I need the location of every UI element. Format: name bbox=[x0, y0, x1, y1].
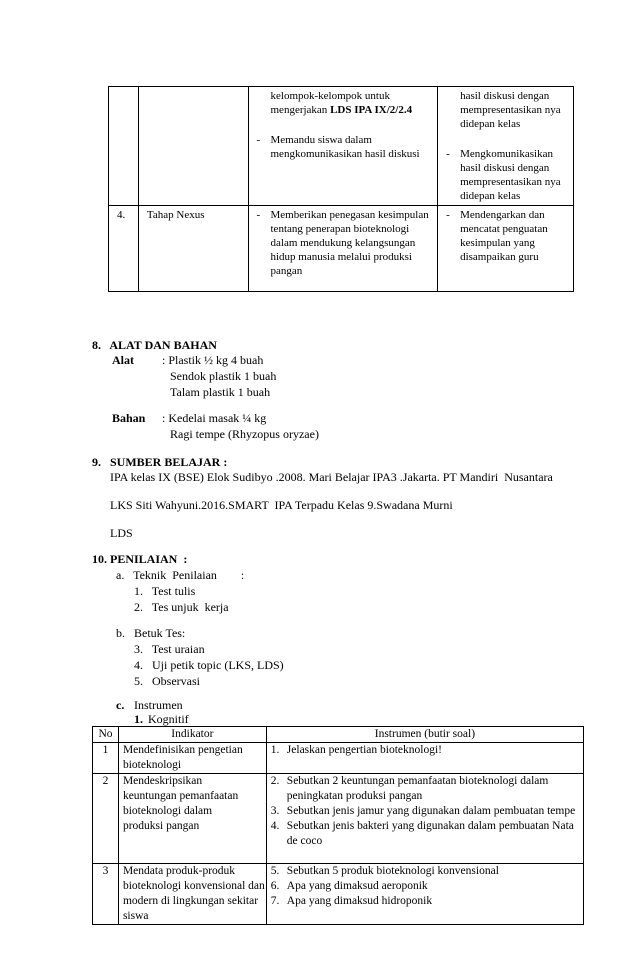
item-number: 2. bbox=[270, 775, 280, 787]
alat-item: Talam plastik 1 buah bbox=[170, 385, 271, 399]
alat-label: Alat bbox=[112, 353, 134, 367]
bahan-item: : Kedelai masak ¼ kg bbox=[162, 411, 267, 425]
technique-item: 2. Tes unjuk kerja bbox=[134, 600, 229, 614]
instrument-label: Instrumen bbox=[134, 698, 183, 712]
technique-item: 1. Test tulis bbox=[134, 584, 196, 598]
alat-item: Sendok plastik 1 buah bbox=[170, 369, 277, 383]
cell-stage: Tahap Nexus bbox=[138, 206, 248, 292]
dash-bullet: - bbox=[446, 209, 450, 221]
item-text: Apa yang dimaksud aeroponik bbox=[286, 880, 428, 892]
item-text: Sebutkan jenis bakteri yang digunakan dalam pembuatan Nata de coco bbox=[286, 820, 574, 847]
item-text: Sebutkan jenis jamur yang digunakan dalam pembuatan tempe bbox=[286, 805, 576, 817]
section-10-heading: 10. PENILAIAN : bbox=[92, 552, 188, 566]
cell-teacher-activity bbox=[248, 206, 438, 292]
item-text: Sebutkan 2 keuntungan pemanfaatan bioteknologi dalam peningkatan produksi pangan bbox=[286, 775, 549, 802]
item-number: 5. bbox=[270, 865, 280, 877]
table-row bbox=[93, 864, 584, 925]
item-number: 3. bbox=[270, 805, 280, 817]
teacher-activity-text: Memberikan penegasan kesimpulan tentang penerapan bioteknologi dalam mendukung kelangsungan hidup manusia melalui produksi pangan bbox=[270, 209, 429, 277]
header-indicator: Indikator bbox=[118, 727, 266, 743]
table-header-row bbox=[93, 727, 584, 743]
cell-no bbox=[109, 87, 139, 206]
cell-student-activity bbox=[438, 206, 574, 292]
bahan-label: Bahan bbox=[112, 411, 146, 425]
source-line: LKS Siti Wahyuni.2016.SMART IPA Terpadu Kelas 9.Swadana Murni bbox=[110, 498, 453, 512]
cell-items bbox=[266, 864, 583, 925]
item-text: Jelaskan pengertian bioteknologi! bbox=[286, 744, 443, 756]
alat-item: : Plastik ½ kg 4 buah bbox=[162, 353, 264, 367]
cell-stage bbox=[138, 87, 248, 206]
table-row bbox=[109, 87, 574, 206]
cell-teacher-activity bbox=[248, 87, 438, 206]
teacher-item-2-text: Memandu siswa dalam mengkomunikasikan hasil diskusi bbox=[270, 134, 420, 160]
test-form-label: b. Betuk Tes: bbox=[116, 626, 186, 640]
item-text: Apa yang dimaksud hidroponik bbox=[286, 895, 433, 907]
item-number: 7. bbox=[270, 895, 280, 907]
cell-no: 1 bbox=[93, 743, 119, 774]
test-form-item: 3. Test uraian bbox=[134, 642, 205, 656]
assessment-technique-label: a. Teknik Penilaian : bbox=[116, 568, 245, 582]
dash-bullet: - bbox=[256, 134, 261, 146]
item-number: 4. bbox=[270, 820, 280, 832]
item-number: 1. bbox=[270, 744, 280, 756]
cell-no: 4. bbox=[109, 206, 139, 292]
cell-items bbox=[266, 743, 583, 774]
dash-bullet: - bbox=[446, 148, 450, 160]
cell-items bbox=[266, 774, 583, 864]
learning-steps-table bbox=[108, 86, 574, 292]
dash-bullet: - bbox=[256, 209, 261, 221]
instrument-letter: c. bbox=[116, 698, 125, 712]
source-line: IPA kelas IX (BSE) Elok Sudibyo .2008. Mari Belajar IPA3 .Jakarta. PT Mandiri Nusantara bbox=[110, 470, 553, 484]
bahan-item: Ragi tempe (Rhyzopus oryzae) bbox=[170, 427, 319, 441]
test-form-item: 4. Uji petik topic (LKS, LDS) bbox=[134, 658, 284, 672]
cell-indicator: Mendeskripsikan keuntungan pemanfaatan bioteknologi dalam produksi pangan bbox=[118, 774, 266, 864]
cognitive-instrument-table bbox=[92, 726, 584, 925]
table-row bbox=[109, 206, 574, 292]
header-instrument: Instrumen (butir soal) bbox=[266, 727, 583, 743]
student-item-1-text: hasil diskusi dengan mempresentasikan nya didepan kelas bbox=[460, 90, 561, 130]
item-text: Sebutkan 5 produk bioteknologi konvensional bbox=[286, 865, 499, 877]
cell-indicator: Mendefinisikan pengetian bioteknologi bbox=[118, 743, 266, 774]
cognitive-label: Kognitif bbox=[148, 712, 189, 726]
cell-student-activity bbox=[438, 87, 574, 206]
section-8-heading: 8. ALAT DAN BAHAN bbox=[92, 338, 217, 352]
section-9-heading: 9. SUMBER BELAJAR : bbox=[92, 455, 228, 469]
table-row bbox=[93, 774, 584, 864]
teacher-item-1-bold: LDS IPA IX/2/2.4 bbox=[330, 104, 413, 116]
test-form-item: 5. Observasi bbox=[134, 674, 200, 688]
teacher-item-1-text: kelompok-kelompok untuk mengerjakan bbox=[270, 90, 390, 116]
student-item-2-text: Mengkomunikasikan hasil diskusi dengan mempresentasikan nya didepan kelas bbox=[460, 148, 561, 202]
source-line: LDS bbox=[110, 526, 133, 540]
table-row bbox=[93, 743, 584, 774]
header-no: No bbox=[93, 727, 119, 743]
cell-no: 3 bbox=[93, 864, 119, 925]
item-number: 6. bbox=[270, 880, 280, 892]
cognitive-number: 1. bbox=[134, 712, 143, 726]
cell-no: 2 bbox=[93, 774, 119, 864]
student-activity-text: Mendengarkan dan mencatat penguatan kesimpulan yang disampaikan guru bbox=[460, 209, 548, 263]
cell-indicator: Mendata produk-produk bioteknologi konvensional dan modern di lingkungan sekitar siswa bbox=[118, 864, 266, 925]
